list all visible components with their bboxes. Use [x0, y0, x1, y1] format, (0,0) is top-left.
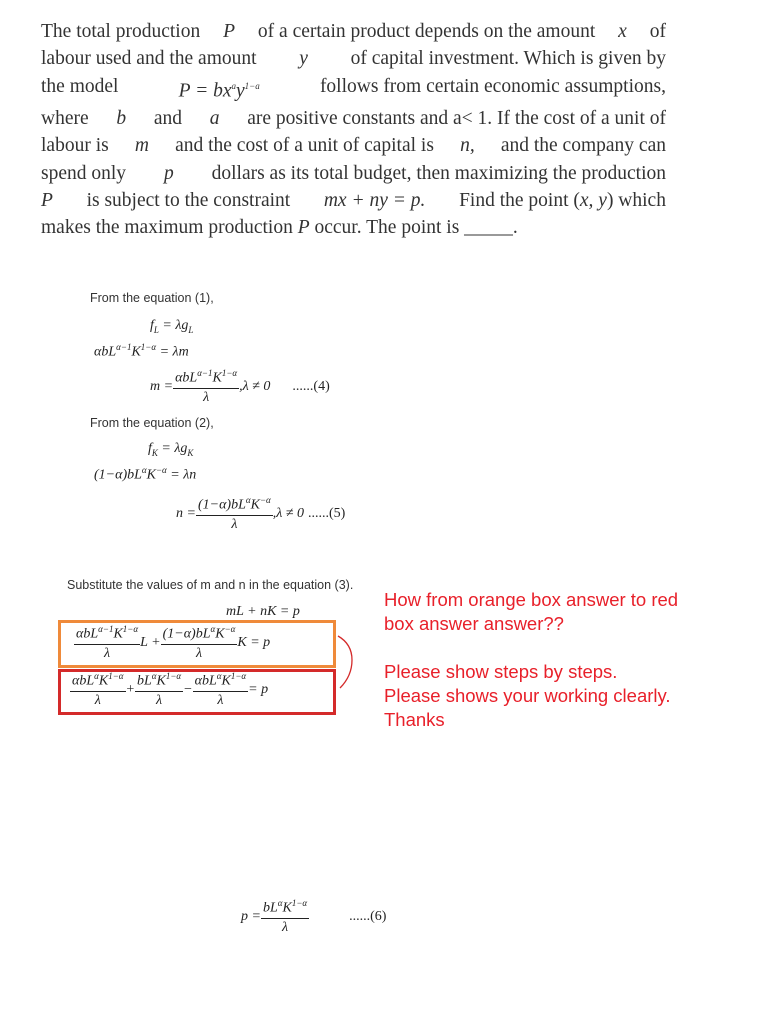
exp: 1−α	[165, 671, 182, 681]
exp: α	[245, 495, 251, 505]
exp: α	[151, 671, 157, 681]
question-text	[384, 588, 678, 732]
lhs: p =	[241, 908, 261, 924]
num: αbL	[76, 626, 99, 642]
point-xy: x, y	[579, 189, 607, 211]
num: αbL	[175, 370, 198, 386]
num: K	[282, 900, 292, 916]
question-line: Please shows your working clearly.	[384, 685, 671, 706]
num: K	[250, 497, 260, 513]
problem-line-7	[41, 187, 666, 214]
exp: α−1	[197, 368, 213, 378]
var-P: P	[41, 189, 53, 211]
formula-y: y	[236, 80, 245, 102]
question-line: Thanks	[384, 709, 445, 730]
eq2-intro: From the equation (2),	[90, 416, 214, 430]
num: K	[156, 673, 166, 689]
rhs: = p	[248, 681, 269, 697]
eq1-intro: From the equation (1),	[90, 291, 214, 305]
text: ) which	[606, 189, 666, 211]
var-b: b	[116, 107, 127, 129]
fraction	[135, 671, 183, 709]
fraction	[261, 898, 309, 936]
den: λ	[104, 645, 111, 661]
problem-line-2	[41, 45, 666, 72]
text: of capital investment. Which is given by	[350, 48, 666, 70]
var-a: a	[209, 107, 220, 129]
problem-line-1	[41, 18, 666, 45]
substitute-intro: Substitute the values of m and n in the equation (3).	[67, 578, 354, 592]
question-line: Please show steps by steps.	[384, 661, 618, 682]
constraint-formula: mx + ny = p.	[323, 189, 426, 211]
condition: ,λ ≠ 0	[272, 505, 304, 521]
sub: K	[187, 447, 194, 458]
text: and	[153, 107, 183, 129]
fraction	[193, 671, 249, 709]
equation-6	[241, 898, 386, 936]
text: and the cost of a unit of capital is	[175, 135, 434, 157]
var-y: y	[299, 48, 308, 70]
exp: α	[141, 465, 147, 475]
var-n: n,	[460, 135, 475, 157]
num: (1−α)bL	[197, 497, 246, 513]
term: K = p	[237, 634, 271, 650]
var-x: x	[618, 21, 627, 42]
eq-fK	[148, 441, 193, 458]
exp: α−1	[116, 342, 132, 352]
num: K	[98, 673, 109, 689]
den: λ	[282, 919, 289, 935]
exp: 1−α	[230, 671, 247, 681]
exp: α	[94, 671, 99, 681]
num: K	[215, 626, 225, 642]
var-p: p	[163, 162, 174, 184]
model-formula	[179, 73, 260, 105]
rhs: = λm	[159, 344, 189, 360]
den: λ	[231, 516, 238, 532]
plus: +	[125, 681, 135, 697]
den: λ	[203, 389, 210, 405]
lhs: n =	[176, 505, 196, 521]
var-m: m	[134, 135, 149, 157]
num: αbL	[72, 673, 95, 689]
fraction	[161, 624, 238, 662]
text: labour is	[41, 135, 109, 157]
condition: ,λ ≠ 0	[239, 378, 271, 394]
rhs: = λg	[162, 318, 189, 333]
problem-line-8	[41, 214, 666, 241]
fraction	[70, 671, 126, 709]
exp-a: a	[231, 80, 237, 91]
rhs: = λg	[161, 441, 188, 456]
num: bL	[136, 673, 152, 689]
rhs: = λn	[170, 467, 197, 483]
term: K	[131, 344, 141, 360]
text: The total production	[41, 21, 201, 42]
formula-base: P = bx	[178, 80, 232, 102]
den: λ	[195, 645, 203, 661]
exp: α	[277, 898, 283, 908]
text: and the company can	[500, 135, 666, 157]
exp: α	[210, 624, 216, 634]
text: where	[41, 107, 89, 129]
eq-n-times-lambda	[94, 465, 196, 484]
exp: 1−α	[108, 671, 124, 681]
equation-3: mL + nK = p	[226, 604, 300, 619]
term: (1−α)bL	[94, 467, 142, 483]
lhs: m =	[150, 378, 174, 394]
exp: −α	[259, 495, 271, 505]
equation-5	[176, 495, 345, 533]
sub: K	[151, 447, 158, 458]
problem-line-4	[41, 105, 666, 132]
orange-box-equation	[74, 624, 270, 662]
answer-blank: _____.	[464, 217, 518, 239]
text: are positive constants and a< 1. If the cost of a unit of	[247, 107, 666, 129]
sub: L	[153, 324, 159, 335]
exp: α	[216, 671, 222, 681]
fraction	[196, 495, 273, 533]
text: is subject to the constraint	[86, 189, 291, 211]
num: (1−α)bL	[162, 626, 211, 642]
exp: 1−α	[140, 342, 157, 352]
den: λ	[156, 692, 163, 708]
problem-line-5	[41, 132, 666, 159]
text: spend only	[41, 162, 127, 184]
exp: α−1	[98, 624, 114, 634]
term: K	[146, 467, 156, 483]
text: the model	[41, 75, 119, 97]
exp: −α	[155, 465, 167, 475]
text: occur. The point is	[314, 217, 460, 239]
var-P: P	[297, 217, 310, 239]
red-box-equation	[70, 671, 268, 709]
text: of a certain product depends on the amount	[257, 21, 596, 42]
equation-4	[150, 368, 330, 406]
text: makes the maximum production	[41, 217, 293, 239]
den: λ	[217, 692, 224, 708]
point-text	[459, 187, 666, 214]
sub: L	[188, 324, 194, 335]
question-line: How from orange box answer to red	[384, 589, 679, 610]
num: bL	[262, 900, 278, 916]
problem-line-6	[41, 160, 666, 187]
num: K	[221, 673, 231, 689]
eq-tag: ......(5)	[308, 505, 346, 521]
minus: −	[183, 681, 193, 697]
text: dollars as its total budget, then maximizing the production	[211, 162, 666, 184]
eq-tag: ......(6)	[349, 908, 387, 924]
exp: 1−α	[221, 368, 238, 378]
connector-brace	[336, 634, 358, 690]
num: αbL	[194, 673, 217, 689]
eq-fL	[150, 318, 193, 335]
fraction	[74, 624, 140, 662]
exp: 1−α	[291, 898, 308, 908]
exp: −α	[224, 624, 236, 634]
fraction	[173, 368, 239, 406]
term: αbL	[94, 344, 117, 360]
exp: 1−α	[122, 624, 139, 634]
text: of	[649, 21, 666, 42]
var-P: P	[223, 21, 236, 42]
text: follows from certain economic assumptions,	[319, 75, 666, 97]
den: λ	[94, 692, 101, 708]
f: f	[150, 318, 154, 333]
eq-tag: ......(4)	[292, 378, 330, 394]
problem-line-3	[41, 73, 666, 105]
f: f	[148, 441, 152, 456]
num: K	[212, 370, 222, 386]
text: labour used and the amount	[41, 48, 257, 70]
question-line: box answer answer??	[384, 613, 564, 634]
eq-m-times-lambda	[94, 342, 189, 361]
term: L +	[140, 634, 161, 650]
num: K	[113, 626, 123, 642]
exp-1-a: 1−a	[244, 80, 260, 91]
text: Find the point (	[459, 189, 580, 211]
problem-statement	[41, 18, 666, 242]
